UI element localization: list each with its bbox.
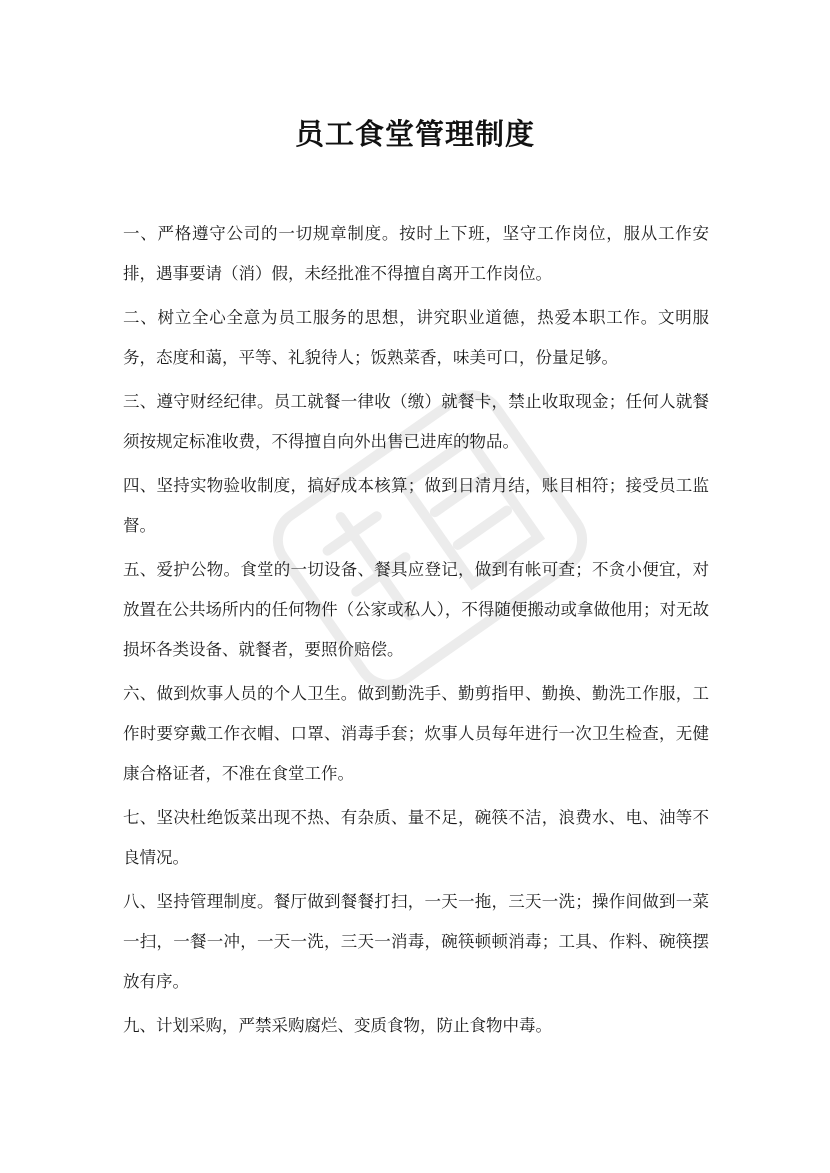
clause-3: 三、遵守财经纪律。员工就餐一律收（缴）就餐卡，禁止收取现金；任何人就餐须按规定标准收费，不得擅自向外出售已进库的物品。 [123,392,709,451]
clause-5: 五、爱护公物。食堂的一切设备、餐具应登记，做到有帐可查；不贪小便宜，对放置在公共场所内的任何物件（公家或私人），不得随便搬动或拿做他用；对无故损坏各类设备、就餐者，要照价赔偿。 [123,560,709,659]
clause-8: 八、坚持管理制度。餐厅做到餐餐打扫，一天一拖，三天一洗；操作间做到一菜一扫，一餐一冲，一天一洗，三天一消毒，碗筷顿顿消毒；工具、作料、碗筷摆放有序。 [123,892,709,991]
clause-9: 九、计划采购，严禁采购腐烂、变质食物，防止食物中毒。 [123,1016,552,1035]
clause-list [123,214,709,1050]
clause-7: 七、坚决杜绝饭菜出现不热、有杂质、量不足，碗筷不洁，浪费水、电、油等不良情况。 [123,808,709,867]
clause-6: 六、做到炊事人员的个人卫生。做到勤洗手、勤剪指甲、勤换、勤洗工作服，工作时要穿戴工作衣帽、口罩、消毒手套；炊事人员每年进行一次卫生检查，无健康合格证者，不准在食堂工作。 [123,684,709,783]
page-title: 员工食堂管理制度 [294,117,535,151]
clause-2: 二、树立全心全意为员工服务的思想，讲究职业道德，热爱本职工作。文明服务，态度和蔼，平等、礼貌待人；饭熟菜香，味美可口，份量足够。 [123,308,709,367]
clause-4: 四、坚持实物验收制度，搞好成本核算；做到日清月结，账目相符；接受员工监督。 [123,476,709,535]
clause-1: 一、严格遵守公司的一切规章制度。按时上下班，坚守工作岗位，服从工作安排，遇事要请（消）假，未经批准不得擅自离开工作岗位。 [123,224,709,283]
